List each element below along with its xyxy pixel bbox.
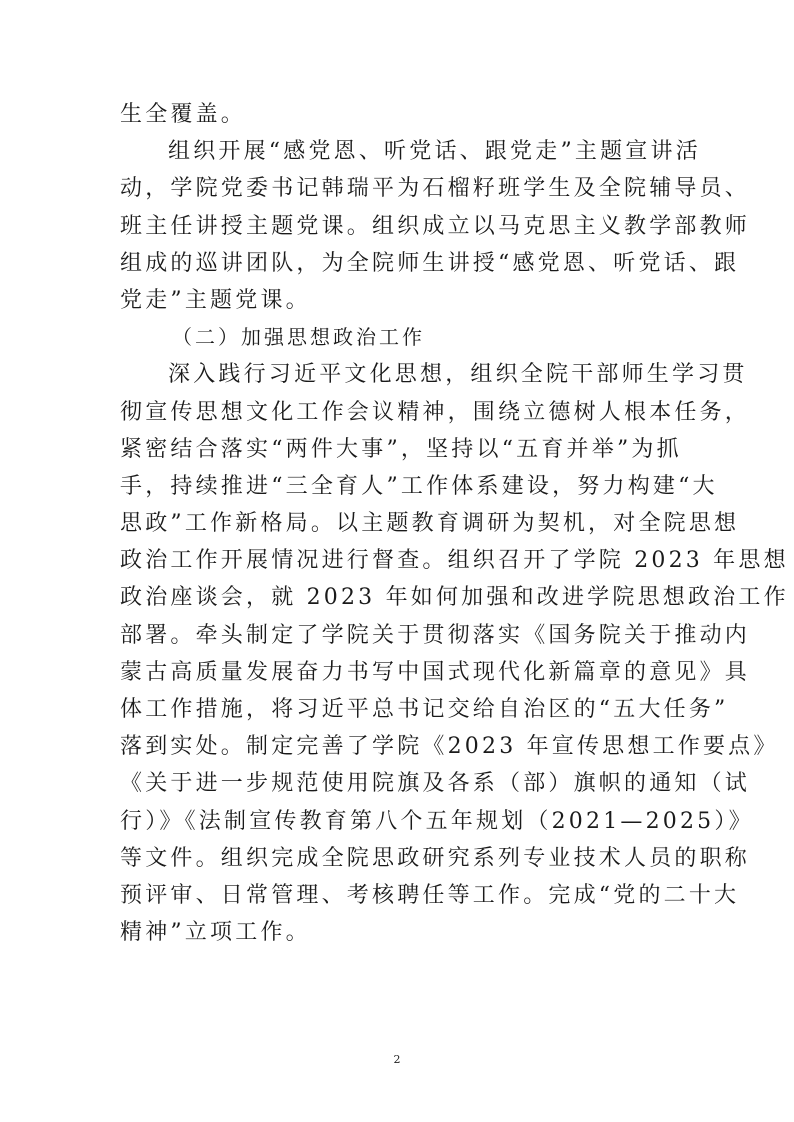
text-line: 体工作措施，将习近平总书记交给自治区的“五大任务” (120, 697, 729, 722)
text-line: 部署。牵头制定了学院关于贯彻落实《国务院关于推动内 (120, 622, 751, 648)
text-line: 班主任讲授主题党课。组织成立以马克思主义教学部教师 (120, 213, 751, 239)
text-line: 组成的巡讲团队，为全院师生讲授“感党恩、听党话、跟 (120, 250, 740, 276)
text-line: 紧密结合落实“两件大事”，坚持以“五育并举”为抓 (120, 436, 682, 462)
text-line: 手，持续推进“三全育人”工作体系建设，努力构建“大 (120, 473, 718, 499)
text-line: 预评审、日常管理、考核聘任等工作。完成“党的二十大 (120, 882, 740, 908)
text-line: 动，学院党委书记韩瑞平为石榴籽班学生及全院辅导员、 (120, 176, 751, 202)
text-line: 等文件。组织完成全院思政研究系列专业技术人员的职称 (120, 845, 751, 871)
text-line: 精神”立项工作。 (120, 920, 311, 946)
text-line: 政治座谈会，就 2023 年如何加强和改进学院思想政治工作 (120, 585, 789, 611)
text-line: 彻宣传思想文化工作会议精神，围绕立德树人根本任务， (120, 399, 751, 425)
section-heading: （二）加强思想政治工作 (172, 325, 425, 350)
text-line: 政治工作开展情况进行督查。组织召开了学院 2023 年思想 (120, 548, 789, 574)
text-line: 思政”工作新格局。以主题教育调研为契机，对全院思想 (120, 511, 740, 537)
text-line: 蒙古高质量发展奋力书写中国式现代化新篇章的意见》具 (120, 659, 751, 685)
text-line: 党走”主题党课。 (120, 287, 311, 313)
text-line: 落到实处。制定完善了学院《2023 年宣传思想工作要点》 (120, 734, 779, 760)
text-line: 生全覆盖。 (120, 102, 247, 127)
paragraph-start-line: 深入践行习近平文化思想，组织全院干部师生学习贯 (168, 362, 748, 388)
page-number: 2 (393, 1053, 401, 1066)
text-line: 行）》《法制宣传教育第八个五年规划（2021—2025）》 (120, 808, 754, 834)
paragraph-start-line: 组织开展“感党恩、听党话、跟党走”主题宣讲活 (168, 139, 701, 165)
document-body (120, 96, 789, 951)
text-line: 《关于进一步规范使用院旗及各系（部）旗帜的通知（试 (120, 771, 751, 797)
